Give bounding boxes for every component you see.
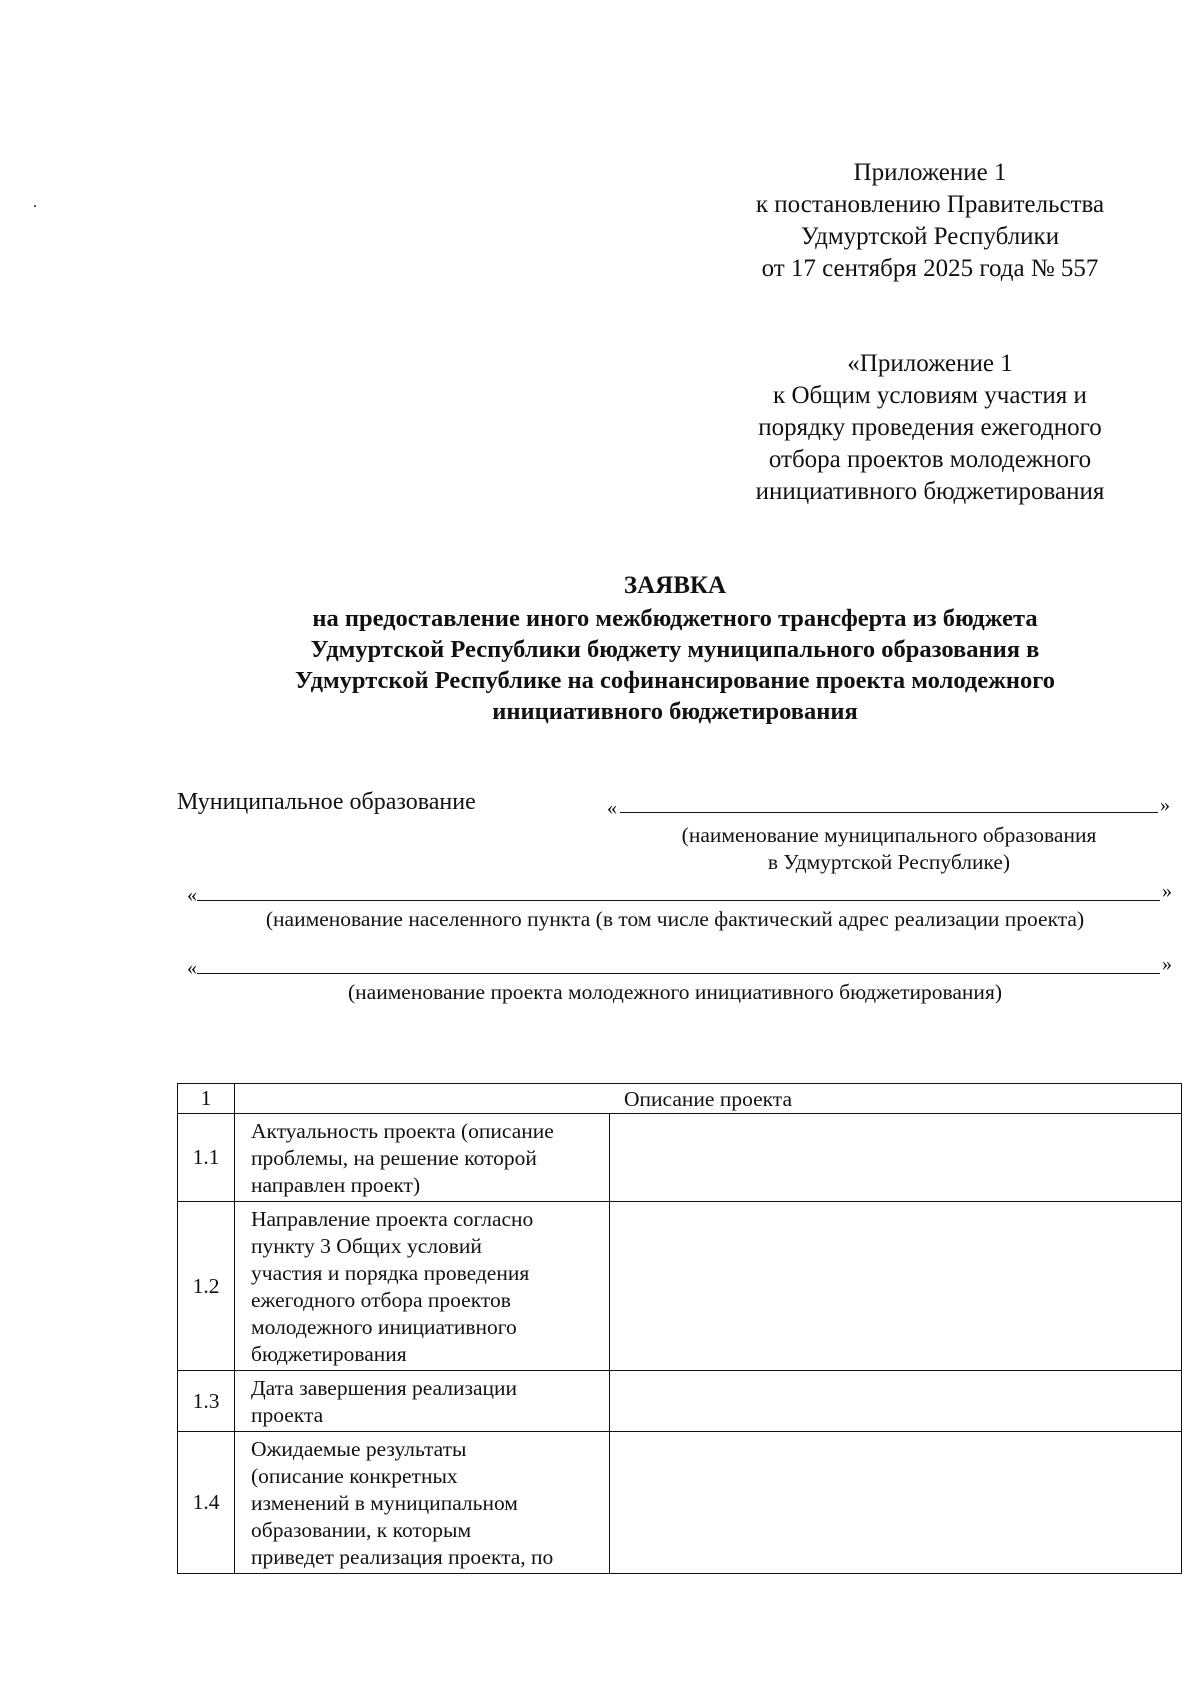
heading-line: Удмуртской Республики бюджету муниципального образования в <box>310 636 1040 663</box>
row-num: 1.3 <box>178 1371 235 1432</box>
row-label-line: Актуальность проекта (описание <box>251 1119 554 1143</box>
row-label-line: Направление проекта согласно <box>251 1207 534 1231</box>
open-quote: « <box>187 884 197 906</box>
row-label <box>235 1432 610 1574</box>
appendix-line: Приложение 1 <box>853 159 1007 186</box>
sub-appendix-line: к Общим условиям участия и <box>773 382 1087 409</box>
row-label-line: изменений в муниципальном <box>251 1491 518 1515</box>
row-value-cell[interactable] <box>610 1371 1182 1432</box>
row-label-line: образовании, к которым <box>251 1518 472 1542</box>
settlement-input-line[interactable] <box>197 900 1160 901</box>
row-label-line: проекта <box>251 1403 324 1427</box>
municipality-caption <box>620 822 1158 876</box>
row-label <box>235 1371 610 1432</box>
row-value-cell[interactable] <box>610 1432 1182 1574</box>
document-title: ЗАЯВКА <box>623 572 727 599</box>
table-row <box>178 1432 1182 1574</box>
row-value-cell[interactable] <box>610 1202 1182 1371</box>
sub-appendix-line: инициативного бюджетирования <box>755 478 1105 505</box>
sub-appendix-line: порядку проведения ежегодного <box>758 414 1102 441</box>
project-description-table <box>177 1083 1182 1574</box>
open-quote: « <box>607 797 617 819</box>
municipality-caption-line: в Удмуртской Республике) <box>767 850 1011 874</box>
heading-line: Удмуртской Республике на софинансирование проекта молодежного <box>294 667 1056 694</box>
table-row <box>178 1202 1182 1371</box>
close-quote: » <box>1162 953 1172 975</box>
row-label-line: направлен проект) <box>251 1173 421 1197</box>
row-label-line: Ожидаемые результаты <box>251 1437 467 1461</box>
scan-speck <box>34 205 36 207</box>
heading-line: на предоставление иного межбюджетного трансферта из бюджета <box>312 605 1038 632</box>
close-quote: » <box>1160 794 1170 816</box>
row-label-line: пункту 3 Общих условий <box>251 1234 482 1258</box>
row-label-line: молодежного инициативного <box>251 1315 517 1339</box>
row-label <box>235 1114 610 1202</box>
row-label-line: (описание конкретных <box>251 1464 458 1488</box>
close-quote: » <box>1162 880 1172 902</box>
row-label-line: Дата завершения реализации <box>251 1376 518 1400</box>
municipality-caption-line: (наименование муниципального образования <box>681 823 1097 847</box>
municipality-input-line[interactable] <box>620 812 1158 813</box>
row-label-line: проблемы, на решение которой <box>251 1146 537 1170</box>
row-num: 1.2 <box>178 1202 235 1371</box>
table-row <box>178 1114 1182 1202</box>
row-num: 1.1 <box>178 1114 235 1202</box>
sub-appendix-line: отбора проектов молодежного <box>768 446 1092 473</box>
table-row <box>178 1371 1182 1432</box>
row-label-line: ежегодного отбора проектов <box>251 1288 511 1312</box>
row-label-line: приведет реализация проекта, по <box>251 1545 554 1569</box>
table-header-row <box>178 1084 1182 1114</box>
header-label: Описание проекта <box>235 1084 1182 1114</box>
appendix-line: Удмуртской Республики <box>800 223 1060 250</box>
appendix-line: к постановлению Правительства <box>755 191 1105 218</box>
appendix-line: от 17 сентября 2025 года № 557 <box>761 255 1099 282</box>
document-heading <box>150 570 1200 727</box>
heading-line: инициативного бюджетирования <box>492 698 858 725</box>
sub-appendix-line: «Приложение 1 <box>847 350 1013 377</box>
row-label <box>235 1202 610 1371</box>
project-name-caption: (наименование проекта молодежного инициативного бюджетирования) <box>347 980 1002 1004</box>
project-name-input-line[interactable] <box>197 973 1160 974</box>
header-num: 1 <box>178 1084 235 1114</box>
row-label-line: участия и порядка проведения <box>251 1261 530 1285</box>
appendix-header <box>700 157 1160 285</box>
sub-appendix-header <box>700 348 1160 508</box>
row-num: 1.4 <box>178 1432 235 1574</box>
open-quote: « <box>187 957 197 979</box>
municipality-label: Муниципальное образование <box>177 789 476 815</box>
row-label-line: бюджетирования <box>251 1342 407 1366</box>
settlement-caption: (наименование населенного пункта (в том числе фактический адрес реализации проекта) <box>265 907 1085 931</box>
row-value-cell[interactable] <box>610 1114 1182 1202</box>
